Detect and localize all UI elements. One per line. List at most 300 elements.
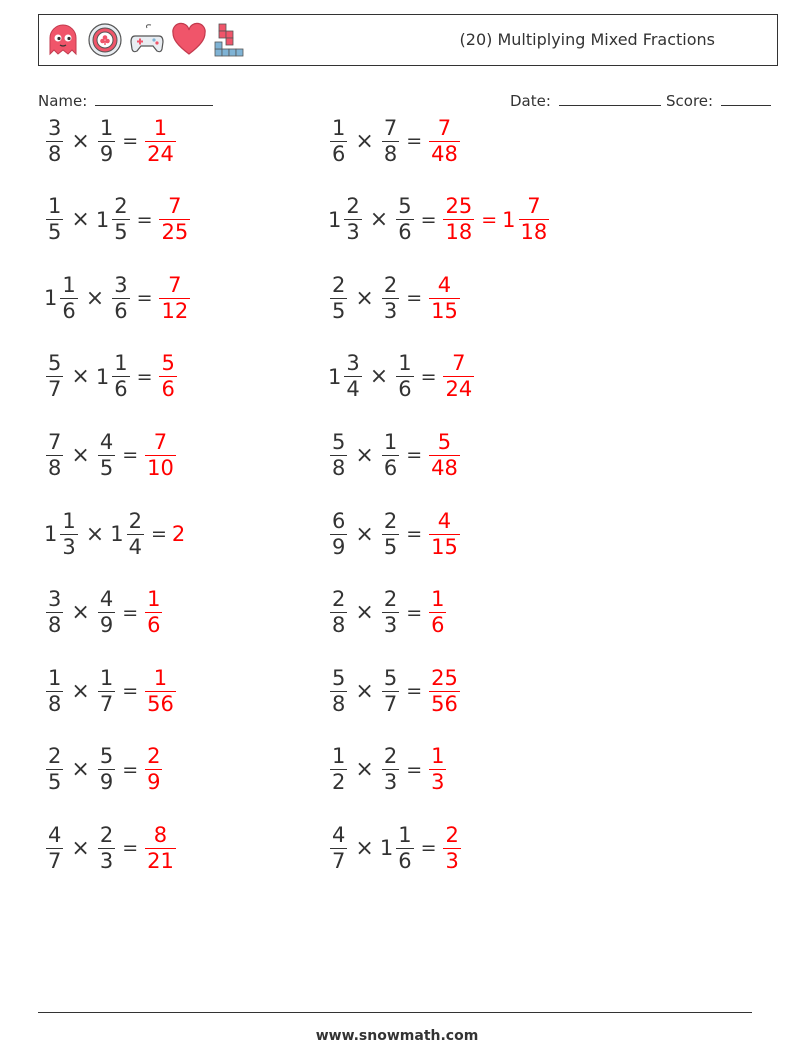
- first-factor: [328, 115, 349, 166]
- answer: [427, 429, 462, 480]
- times-sign: ×: [355, 128, 374, 154]
- denominator: 6: [398, 848, 412, 873]
- equals-sign: =: [420, 208, 437, 231]
- fraction: [60, 508, 77, 559]
- times-sign: ×: [355, 678, 374, 704]
- fraction: [112, 353, 129, 400]
- equals-sign: =: [122, 601, 139, 624]
- fraction: [60, 272, 77, 323]
- fraction: [145, 589, 162, 636]
- times-sign: ×: [85, 285, 105, 311]
- second-factor: [96, 429, 117, 480]
- denominator: 9: [99, 770, 114, 795]
- first-factor: [328, 589, 349, 636]
- first-factor: [44, 508, 80, 559]
- fraction: [429, 272, 460, 323]
- numerator: 1: [147, 587, 161, 612]
- second-factor: [96, 746, 117, 793]
- problem-item: [328, 347, 476, 407]
- answer: [502, 196, 551, 243]
- whole-number: 1: [328, 207, 342, 232]
- second-factor: [394, 196, 415, 243]
- denominator: 3: [383, 613, 398, 638]
- denominator: 3: [445, 848, 459, 873]
- equals-sign: =: [122, 837, 139, 860]
- numerator: 25: [445, 194, 473, 219]
- fraction: [429, 508, 460, 559]
- first-factor: [328, 746, 349, 793]
- whole-number: 1: [379, 836, 394, 861]
- name-label: Name:: [38, 92, 88, 110]
- numerator: 2: [114, 194, 128, 219]
- equals-sign: =: [122, 758, 139, 781]
- times-sign: ×: [369, 364, 389, 390]
- numerator: 1: [62, 508, 76, 533]
- times-sign: ×: [71, 207, 90, 233]
- fraction: [382, 589, 399, 636]
- first-factor: [44, 196, 65, 243]
- times-sign: ×: [71, 364, 90, 390]
- fraction: [159, 196, 190, 243]
- second-factor: [380, 665, 401, 716]
- denominator: 5: [114, 220, 128, 245]
- equals-sign: =: [406, 287, 423, 310]
- fraction: [159, 272, 190, 323]
- denominator: 15: [431, 298, 458, 323]
- problem-item: [44, 583, 164, 643]
- denominator: 10: [147, 455, 174, 480]
- fraction: [429, 665, 460, 716]
- times-sign: ×: [71, 835, 90, 861]
- fraction: [382, 746, 399, 793]
- problem-item: [44, 190, 192, 250]
- second-factor: [96, 665, 117, 716]
- whole-number: 1: [110, 522, 124, 546]
- equals-sign: =: [136, 208, 153, 231]
- first-factor: [328, 822, 349, 873]
- second-factor: [380, 746, 401, 793]
- tetris-blocks-icon: [213, 22, 249, 58]
- denominator: 7: [383, 691, 398, 716]
- numerator: 1: [153, 665, 168, 690]
- worksheet-title: (20) Multiplying Mixed Fractions: [459, 30, 715, 49]
- whole-number: 2: [171, 522, 186, 546]
- second-factor: [110, 272, 131, 323]
- numerator: 2: [332, 272, 346, 297]
- name-line: [95, 93, 213, 106]
- problem-item: [44, 504, 186, 564]
- denominator: 6: [161, 377, 175, 402]
- fraction: [443, 822, 460, 873]
- fraction: [429, 115, 460, 166]
- answer: [441, 353, 476, 400]
- answer: [143, 746, 164, 793]
- answer: [172, 522, 186, 546]
- times-sign: ×: [71, 600, 90, 626]
- denominator: 9: [332, 534, 346, 559]
- first-factor: [44, 589, 65, 636]
- answer: [427, 746, 448, 793]
- header-icons: [45, 21, 249, 59]
- numerator: 1: [398, 351, 412, 376]
- numerator: 5: [437, 429, 452, 454]
- worksheet-header: [38, 14, 778, 66]
- numerator: 5: [48, 351, 62, 376]
- numerator: 1: [99, 115, 114, 140]
- second-factor: [96, 822, 117, 873]
- numerator: 7: [168, 272, 182, 297]
- denominator: 5: [332, 298, 346, 323]
- fraction: [330, 589, 347, 636]
- fraction: [46, 115, 63, 166]
- numerator: 1: [48, 665, 62, 690]
- first-factor: [44, 272, 80, 323]
- first-factor: [328, 429, 349, 480]
- equals-sign: =: [150, 523, 167, 545]
- problem-item: [44, 740, 164, 800]
- denominator: 9: [99, 613, 114, 638]
- times-sign: ×: [355, 600, 374, 626]
- denominator: 3: [62, 534, 76, 559]
- numerator: 2: [383, 272, 398, 297]
- fraction: [382, 272, 399, 323]
- denominator: 56: [147, 691, 174, 716]
- numerator: 4: [437, 272, 452, 297]
- equals-sign: =: [406, 444, 423, 467]
- numerator: 3: [48, 587, 62, 612]
- equals-sign: =: [136, 365, 153, 388]
- answer: [143, 665, 178, 716]
- denominator: 7: [99, 691, 114, 716]
- denominator: 12: [161, 298, 189, 323]
- denominator: 2: [332, 770, 346, 795]
- fraction: [98, 746, 115, 793]
- first-factor: [328, 665, 349, 716]
- answer: [427, 665, 462, 716]
- equals-sign: =: [420, 365, 437, 388]
- numerator: 2: [383, 744, 398, 769]
- fraction: [98, 429, 115, 480]
- numerator: 2: [383, 587, 398, 612]
- denominator: 3: [383, 298, 398, 323]
- fraction: [145, 822, 176, 873]
- denominator: 8: [332, 455, 346, 480]
- denominator: 5: [383, 534, 398, 559]
- equals-sign: =: [136, 287, 153, 310]
- denominator: 8: [332, 691, 346, 716]
- fraction: [145, 746, 162, 793]
- gamepad-icon: [129, 22, 165, 58]
- answer: [143, 822, 178, 873]
- second-factor: [379, 822, 416, 873]
- fraction: [46, 822, 63, 873]
- fraction: [330, 429, 347, 480]
- denominator: 18: [520, 220, 548, 245]
- numerator: 7: [153, 429, 168, 454]
- numerator: 7: [452, 351, 466, 376]
- fraction: [98, 589, 115, 636]
- score-field: [666, 92, 771, 110]
- fraction: [330, 665, 347, 716]
- fraction: [46, 746, 63, 793]
- numerator: 1: [332, 744, 346, 769]
- first-factor: [328, 353, 364, 400]
- denominator: 3: [383, 770, 398, 795]
- date-line: [559, 93, 661, 106]
- denominator: 5: [99, 455, 114, 480]
- numerator: 7: [48, 429, 62, 454]
- second-factor: [96, 115, 117, 166]
- fraction: [344, 196, 361, 243]
- denominator: 18: [445, 220, 473, 245]
- ghost-icon: [45, 22, 81, 58]
- first-factor: [328, 196, 364, 243]
- fraction: [382, 665, 399, 716]
- times-sign: ×: [355, 442, 374, 468]
- date-field: [510, 92, 661, 110]
- second-factor: [96, 353, 132, 400]
- denominator: 3: [346, 220, 360, 245]
- denominator: 8: [383, 141, 398, 166]
- fraction: [429, 746, 446, 793]
- numerator: 5: [332, 429, 346, 454]
- numerator: 4: [437, 508, 452, 533]
- problem-item: [328, 268, 462, 328]
- problem-item: [44, 347, 179, 407]
- second-factor: [380, 115, 401, 166]
- denominator: 4: [128, 534, 142, 559]
- numerator: 25: [431, 665, 458, 690]
- fraction: [330, 508, 347, 559]
- whole-number: 1: [328, 364, 342, 389]
- denominator: 5: [48, 220, 62, 245]
- casino-chip-icon: [87, 22, 123, 58]
- problem-item: [328, 504, 462, 564]
- fraction: [46, 196, 63, 243]
- second-factor: [380, 508, 401, 559]
- numerator: 2: [383, 508, 398, 533]
- score-label: Score:: [666, 92, 714, 110]
- fraction: [330, 115, 347, 166]
- answer: [427, 115, 462, 166]
- numerator: 2: [346, 194, 360, 219]
- denominator: 6: [62, 298, 76, 323]
- denominator: 6: [114, 298, 128, 323]
- second-factor: [380, 429, 401, 480]
- problem-item: [328, 583, 448, 643]
- fraction: [330, 822, 347, 873]
- equals-sign: =: [406, 523, 423, 545]
- second-factor: [110, 508, 146, 559]
- fraction: [98, 115, 115, 166]
- times-sign: ×: [71, 678, 90, 704]
- times-sign: ×: [71, 128, 90, 154]
- fraction: [396, 353, 413, 400]
- first-factor: [44, 746, 65, 793]
- denominator: 56: [431, 691, 458, 716]
- equals-sign: =: [406, 601, 423, 624]
- first-factor: [44, 429, 65, 480]
- whole-number: 1: [95, 207, 110, 232]
- answer: [427, 589, 448, 636]
- fraction: [344, 353, 361, 400]
- problem-item: [328, 425, 462, 485]
- second-factor: [96, 196, 132, 243]
- fraction: [382, 115, 399, 166]
- denominator: 24: [147, 141, 174, 166]
- numerator: 6: [332, 508, 346, 533]
- footer-url: www.snowmath.com: [315, 1028, 479, 1044]
- problem-item: [328, 740, 448, 800]
- numerator: 5: [383, 665, 398, 690]
- times-sign: ×: [355, 521, 374, 547]
- fraction: [145, 665, 176, 716]
- numerator: 5: [398, 194, 412, 219]
- denominator: 9: [99, 141, 114, 166]
- denominator: 8: [48, 455, 62, 480]
- denominator: 5: [48, 770, 62, 795]
- numerator: 4: [99, 587, 114, 612]
- first-factor: [328, 508, 349, 559]
- second-factor: [380, 272, 401, 323]
- denominator: 3: [431, 770, 445, 795]
- answer: [427, 272, 462, 323]
- equals-sign: =: [406, 680, 423, 703]
- answer: [143, 429, 178, 480]
- fraction: [159, 353, 176, 400]
- numerator: 7: [168, 194, 182, 219]
- denominator: 9: [147, 770, 161, 795]
- fraction: [46, 353, 63, 400]
- fraction: [145, 429, 176, 480]
- problem-item: [44, 111, 178, 171]
- first-factor: [44, 115, 65, 166]
- fraction: [46, 589, 63, 636]
- denominator: 8: [48, 613, 62, 638]
- fraction: [330, 746, 347, 793]
- numerator: 5: [161, 351, 175, 376]
- equals-sign: =: [481, 208, 498, 231]
- problem-item: [328, 818, 463, 878]
- answer: [143, 115, 178, 166]
- numerator: 1: [99, 665, 114, 690]
- fraction: [112, 196, 129, 243]
- numerator: 2: [128, 508, 142, 533]
- name-field: [38, 92, 213, 110]
- times-sign: ×: [355, 835, 374, 861]
- denominator: 6: [383, 455, 398, 480]
- numerator: 1: [62, 272, 76, 297]
- denominator: 7: [48, 848, 62, 873]
- numerator: 7: [527, 194, 541, 219]
- denominator: 6: [114, 377, 128, 402]
- denominator: 3: [99, 848, 114, 873]
- numerator: 4: [332, 822, 346, 847]
- fraction: [519, 196, 550, 243]
- second-factor: [96, 589, 117, 636]
- denominator: 21: [147, 848, 174, 873]
- first-factor: [44, 353, 65, 400]
- problem-item: [44, 425, 178, 485]
- equals-sign: =: [122, 444, 139, 467]
- first-factor: [44, 822, 65, 873]
- fraction: [98, 822, 115, 873]
- numerator: 7: [437, 115, 452, 140]
- denominator: 24: [445, 377, 473, 402]
- numerator: 1: [48, 194, 62, 219]
- denominator: 48: [431, 455, 458, 480]
- equals-sign: =: [420, 837, 437, 860]
- numerator: 7: [383, 115, 398, 140]
- numerator: 1: [431, 744, 445, 769]
- answer: [157, 353, 178, 400]
- numerator: 2: [445, 822, 459, 847]
- problem-item: [328, 190, 551, 250]
- numerator: 2: [147, 744, 161, 769]
- score-line: [721, 93, 771, 106]
- whole-number: 1: [502, 207, 516, 232]
- denominator: 25: [161, 220, 189, 245]
- times-sign: ×: [355, 757, 374, 783]
- numerator: 4: [48, 822, 62, 847]
- heart-icon: [171, 22, 207, 58]
- fraction: [127, 508, 144, 559]
- fraction: [396, 196, 413, 243]
- denominator: 6: [431, 613, 445, 638]
- numerator: 1: [153, 115, 168, 140]
- problem-item: [44, 661, 178, 721]
- times-sign: ×: [71, 757, 90, 783]
- whole-number: 1: [95, 364, 110, 389]
- fraction: [330, 272, 347, 323]
- fraction: [145, 115, 176, 166]
- denominator: 6: [398, 220, 412, 245]
- times-sign: ×: [71, 442, 90, 468]
- equals-sign: =: [122, 680, 139, 703]
- whole-number: 1: [44, 286, 58, 311]
- numerator: 8: [153, 822, 168, 847]
- problem-item: [328, 661, 462, 721]
- denominator: 48: [431, 141, 458, 166]
- equals-sign: =: [122, 130, 139, 152]
- equals-sign: =: [406, 130, 423, 152]
- fraction: [382, 429, 399, 480]
- numerator: 5: [99, 744, 114, 769]
- numerator: 1: [398, 822, 412, 847]
- problem-item: [328, 111, 462, 171]
- fraction: [46, 429, 63, 480]
- second-factor: [394, 353, 415, 400]
- date-label: Date:: [510, 92, 551, 110]
- times-sign: ×: [85, 521, 105, 547]
- denominator: 8: [332, 613, 346, 638]
- numerator: 1: [383, 429, 398, 454]
- problem-item: [44, 268, 192, 328]
- numerator: 5: [332, 665, 346, 690]
- denominator: 4: [346, 377, 360, 402]
- times-sign: ×: [369, 207, 389, 233]
- whole-number: 1: [44, 522, 58, 546]
- denominator: 6: [332, 141, 346, 166]
- times-sign: ×: [355, 285, 374, 311]
- answer: [427, 508, 462, 559]
- answer: [157, 196, 192, 243]
- denominator: 7: [332, 848, 346, 873]
- numerator: 2: [48, 744, 62, 769]
- fraction: [382, 508, 399, 559]
- denominator: 7: [48, 377, 62, 402]
- equals-sign: =: [406, 758, 423, 781]
